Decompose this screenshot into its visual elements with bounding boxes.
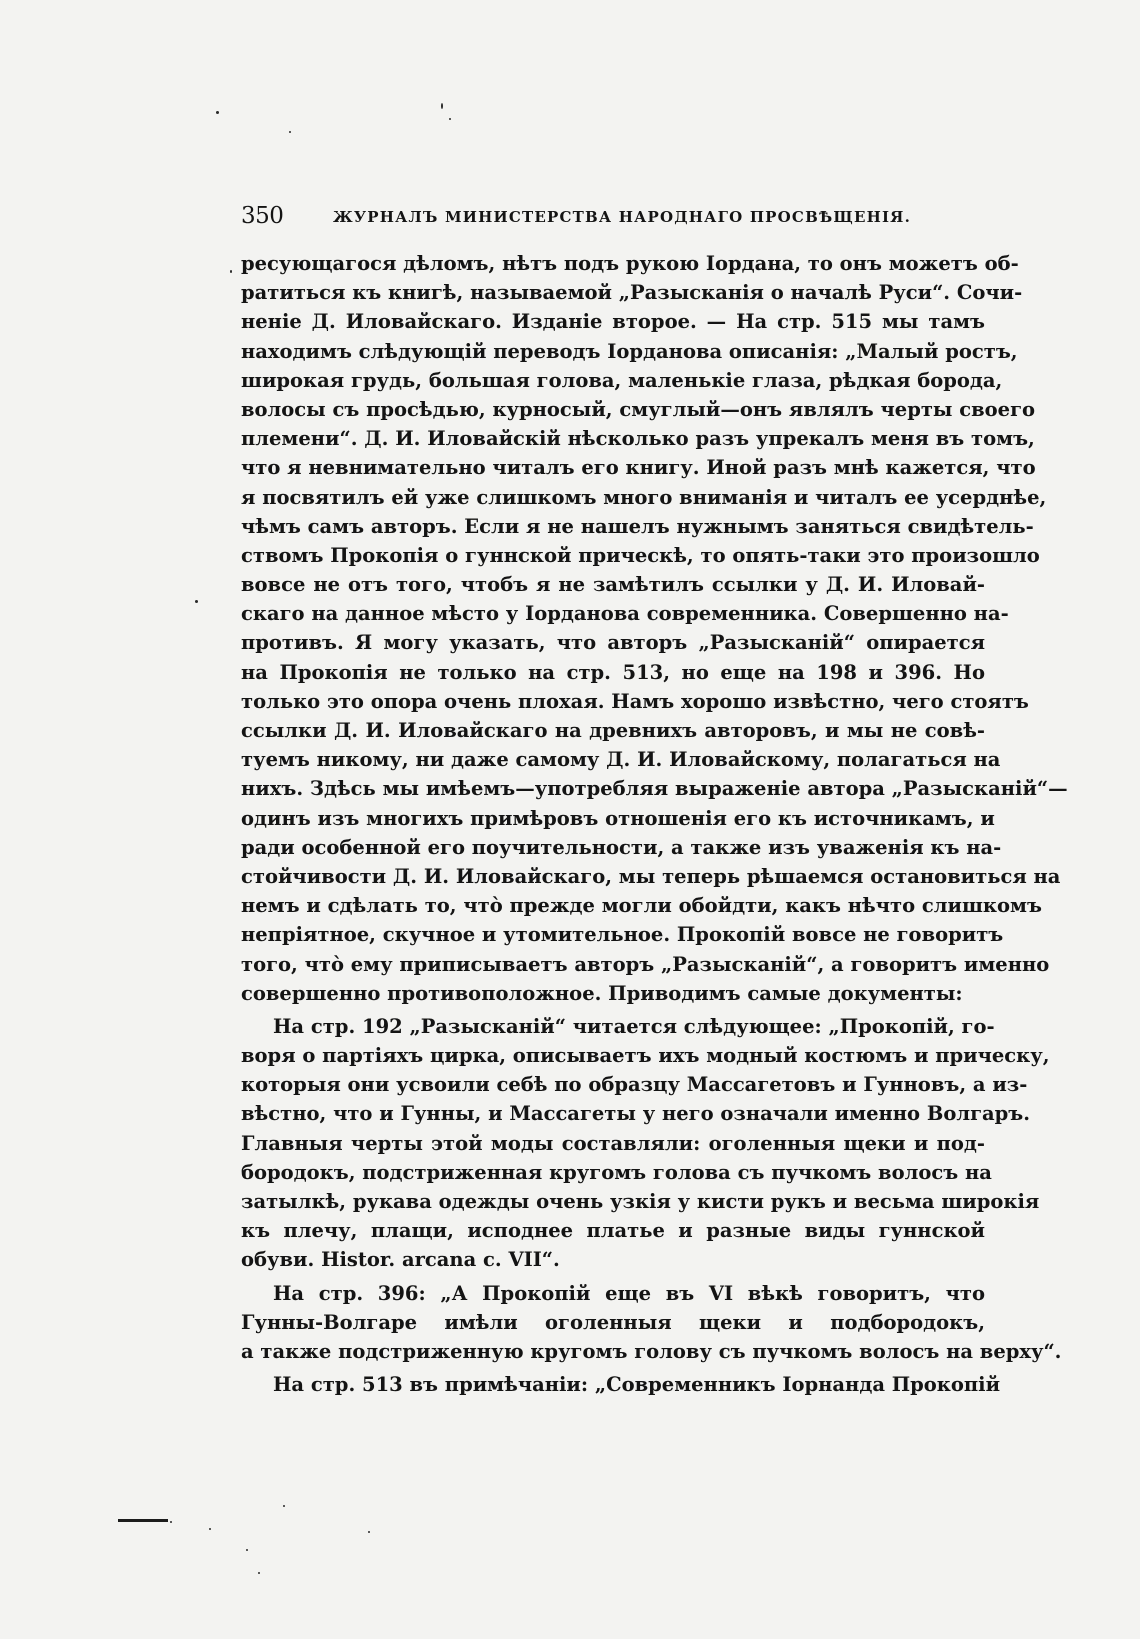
page-number: 350 <box>241 203 284 229</box>
text-line: На стр. 396: „А Прокопій еще въ VI вѣкѣ говоритъ, что <box>273 1281 985 1305</box>
text-line: совершенно противоположное. Приводимъ самые документы: <box>241 981 963 1005</box>
scan-speck <box>230 270 232 273</box>
text-line: племени“. Д. И. Иловайскій нѣсколько разъ упрекалъ меня въ томъ, <box>241 427 1035 451</box>
text-line: которыя они усвоили себѣ по образцу Массагетовъ и Гунновъ, а из- <box>241 1073 1028 1097</box>
scan-speck <box>449 118 451 120</box>
text-line: На стр. 192 „Разысканій“ читается слѣдующее: „Прокопій, го- <box>273 1014 995 1038</box>
scan-speck <box>441 103 443 109</box>
page-header <box>241 196 963 230</box>
text-line: ратиться къ книгѣ, называемой „Разысканія о началѣ Руси“. Сочи- <box>241 281 1023 305</box>
text-line: чѣмъ самъ авторъ. Если я не нашелъ нужнымъ заняться свидѣтель- <box>241 514 1034 538</box>
scan-speck <box>283 1505 285 1507</box>
text-line: противъ. Я могу указать, что авторъ „Разысканій“ опирается <box>241 631 985 655</box>
text-line: только это опора очень плохая. Намъ хорошо извѣстно, чего стоятъ <box>241 689 1029 713</box>
text-line: къ плечу, плащи, исподнее платье и разные виды гуннской <box>241 1219 985 1243</box>
scan-speck <box>368 1531 370 1533</box>
text-line: на Прокопія не только на стр. 513, но еще на 198 и 396. Но <box>241 660 985 684</box>
text-line: одинъ изъ многихъ примѣровъ отношенія его къ источникамъ, и <box>241 806 995 830</box>
text-line: скаго на данное мѣсто у Іорданова современника. Совершенно на- <box>241 602 1009 626</box>
text-line: затылкѣ, рукава одежды очень узкія у кисти рукъ и весьма широкія <box>241 1190 1040 1213</box>
text-line: бородокъ, подстриженная кругомъ голова съ пучкомъ волосъ на <box>241 1160 992 1184</box>
ink-mark <box>118 1519 168 1522</box>
text-line: Гунны-Волгаре имѣли оголенныя щеки и подбородокъ, <box>241 1310 985 1334</box>
scan-speck <box>209 1528 211 1530</box>
text-line: На стр. 513 въ примѣчаніи: „Современникъ Іорнанда Прокопій <box>273 1373 1001 1397</box>
scan-speck <box>170 1521 172 1523</box>
text-line: ствомъ Прокопія о гуннской прическѣ, то опять-таки это произошло <box>241 543 1040 567</box>
body-text <box>241 249 1068 1399</box>
running-head: ЖУРНАЛЪ МИНИСТЕРСТВА НАРОДНАГО ПРОСВѢЩЕНІЯ. <box>333 208 912 226</box>
text-line: обуви. Histor. arcana c. VII“. <box>241 1248 560 1272</box>
text-line: я посвятилъ ей уже слишкомъ много вниманія и читалъ ее усерднѣе, <box>241 485 1047 509</box>
text-line: вовсе не отъ того, чтобъ я не замѣтилъ ссылки у Д. И. Иловай- <box>241 573 985 597</box>
scan-speck <box>246 1549 248 1551</box>
text-line: неніе Д. Иловайскаго. Изданіе второе. — На стр. 515 мы тамъ <box>241 310 985 334</box>
text-line: стойчивости Д. И. Иловайскаго, мы теперь рѣшаемся остановиться на <box>241 864 1061 888</box>
text-line: непріятное, скучное и утомительное. Прокопій вовсе не говоритъ <box>241 923 1004 947</box>
text-line: нихъ. Здѣсь мы имѣемъ—употребляя выраженіе автора „Разысканій“— <box>241 777 1068 801</box>
scan-speck <box>216 111 219 114</box>
text-line: туемъ никому, ни даже самому Д. И. Иловайскому, полагаться на <box>241 748 1001 772</box>
text-line: что я невнимательно читалъ его книгу. Иной разъ мнѣ кажется, что <box>241 456 1036 480</box>
text-line: того, чтò ему приписываетъ авторъ „Разысканій“, а говоритъ именно <box>241 952 1050 976</box>
text-line: ради особенной его поучительности, а также изъ уваженія къ на- <box>241 835 1002 859</box>
scan-speck <box>258 1572 260 1574</box>
text-line: воря о партіяхъ цирка, описываетъ ихъ модный костюмъ и прическу, <box>241 1044 1050 1068</box>
text-line: волосы съ просѣдью, курносый, смуглый—онъ являлъ черты своего <box>241 397 1036 421</box>
text-line: широкая грудь, большая голова, маленькіе глаза, рѣдкая борода, <box>241 368 1003 392</box>
text-line: Главныя черты этой моды составляли: оголенныя щеки и под- <box>241 1131 985 1155</box>
scan-speck <box>289 131 291 133</box>
text-line: а также подстриженную кругомъ голову съ пучкомъ волосъ на верху“. <box>241 1339 1062 1363</box>
text-line: ссылки Д. И. Иловайскаго на древнихъ авторовъ, и мы не совѣ- <box>241 719 985 742</box>
text-line: ресующагося дѣломъ, нѣтъ подъ рукою Іордана, то онъ можетъ об- <box>241 252 1019 275</box>
text-line: немъ и сдѣлать то, чтò прежде могли обойдти, какъ нѣчто слишкомъ <box>241 894 1042 918</box>
text-line: находимъ слѣдующій переводъ Іорданова описанія: „Малый ростъ, <box>241 339 1018 363</box>
scan-speck <box>195 600 198 603</box>
text-line: вѣстно, что и Гунны, и Массагеты у него означали именно Волгаръ. <box>241 1102 1031 1126</box>
